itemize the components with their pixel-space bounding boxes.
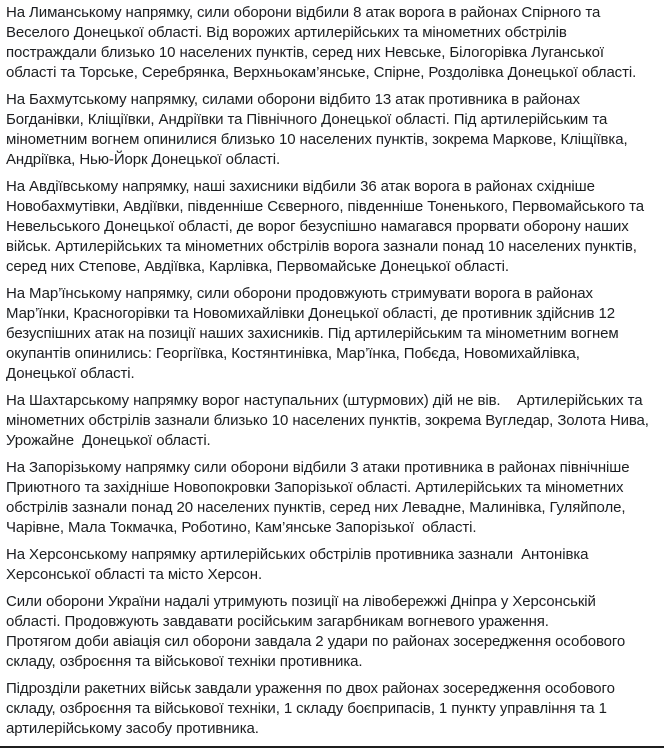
- text-line: Андріївка, Нью-Йорк Донецької області.: [6, 151, 281, 168]
- paragraph-missile-forces: [6, 679, 654, 739]
- text-line: складу, озброєння та військової техніки противника.: [6, 653, 363, 670]
- text-line: області. Продовжують завдавати російським загарбникам вогневого ураження.: [6, 613, 549, 630]
- text-line: На Бахмутському напрямку, силами оборони відбито 13 атак противника в районах: [6, 91, 580, 108]
- text-line: мінометним вогнем опинилися близько 10 населених пунктів, зокрема Маркове, Кліщіївка,: [6, 131, 628, 148]
- text-line: складу, озброєння та військової техніки, 1 складу боєприпасів, 1 пункту управління та 1: [6, 700, 607, 717]
- text-line: артилерійському засобу противника.: [6, 720, 259, 737]
- text-line: військ. Артилерійських та мінометних обстрілів ворога зазнали понад 10 населених пунктів,: [6, 238, 637, 255]
- text-line: Мар’їнки, Красногорівки та Новомихайлівки Донецької області, де противник здійснив 12: [6, 305, 615, 322]
- text-line: обстрілів зазнали понад 20 населених пунктів, серед них Левадне, Малинівка, Гуляйполе,: [6, 499, 626, 516]
- text-line: безуспішних атак на позиції наших захисників. Під артилерійським та мінометним вогнем: [6, 325, 619, 342]
- text-line: постраждали близько 10 населених пунктів, серед них Невське, Білогорівка Луганської: [6, 44, 604, 61]
- paragraph-shakhtarske-direction: [6, 391, 654, 451]
- text-line: Невельського Донецької області, де ворог безуспішно намагався прорвати оборону наших: [6, 218, 629, 235]
- text-line: окупантів опинились: Георгіївка, Костянтинівка, Мар’їнка, Побєда, Новомихайлівка,: [6, 345, 580, 362]
- text-line: Чарівне, Мала Токмачка, Роботино, Кам’янське Запорізької області.: [6, 519, 477, 536]
- text-line: На Авдіївському напрямку, наші захисники відбили 36 атак ворога в районах східніше: [6, 178, 595, 195]
- text-line: На Шахтарському напрямку ворог наступальних (штурмових) дій не вів. Артилерійських та: [6, 392, 643, 409]
- text-line: Новобахмутівки, Авдіївки, південніше Сєверного, південніше Тоненького, Первомайського та: [6, 198, 645, 215]
- text-line: Підрозділи ракетних військ завдали ураження по двох районах зосередження особового: [6, 680, 615, 697]
- paragraph-marinka-direction: [6, 284, 654, 384]
- paragraph-lyman-direction: [6, 3, 654, 83]
- text-line: Сили оборони України надалі утримують позиції на лівобережжі Дніпра у Херсонській: [6, 593, 596, 610]
- text-line: На Мар’їнському напрямку, сили оборони продовжують стримувати ворога в районах: [6, 285, 593, 302]
- paragraph-dnipro-left-bank-aviation: [6, 592, 654, 672]
- text-line: Донецької області.: [6, 365, 135, 382]
- text-line: Веселого Донецької області. Від ворожих артилерійських та мінометних обстрілів: [6, 24, 567, 41]
- text-line: Приютного та західніше Новопокровки Запорізької області. Артилерійських та мінометних: [6, 479, 624, 496]
- text-line: На Лиманському напрямку, сили оборони відбили 8 атак ворога в районах Спірного та: [6, 4, 601, 21]
- text-line: Богданівки, Кліщіївки, Андріївки та Північного Донецької області. Під артилерійським та: [6, 111, 608, 128]
- text-line: Херсонської області та місто Херсон.: [6, 566, 263, 583]
- paragraph-avdiivka-direction: [6, 177, 654, 277]
- text-line: серед них Степове, Авдіївка, Карлівка, Первомайське Донецької області.: [6, 258, 509, 275]
- paragraph-zaporizhzhia-direction: [6, 458, 654, 538]
- text-line: Урожайне Донецької області.: [6, 432, 211, 449]
- text-line: На Запорізькому напрямку сили оборони відбили 3 атаки противника в районах північніше: [6, 459, 630, 476]
- text-line: області та Торське, Серебрянка, Верхньокам’янське, Спірне, Роздолівка Донецької області.: [6, 64, 637, 81]
- text-line: Протягом доби авіація сил оборони завдала 2 удари по районах зосередження особового: [6, 633, 626, 650]
- text-line: На Херсонському напрямку артилерійських обстрілів противника зазнали Антонівка: [6, 546, 589, 563]
- text-line: мінометних обстрілів зазнали близько 10 населених пунктів, зокрема Вугледар, Золота Нива,: [6, 412, 649, 429]
- paragraph-bakhmut-direction: [6, 90, 654, 170]
- paragraph-kherson-direction: [6, 545, 654, 585]
